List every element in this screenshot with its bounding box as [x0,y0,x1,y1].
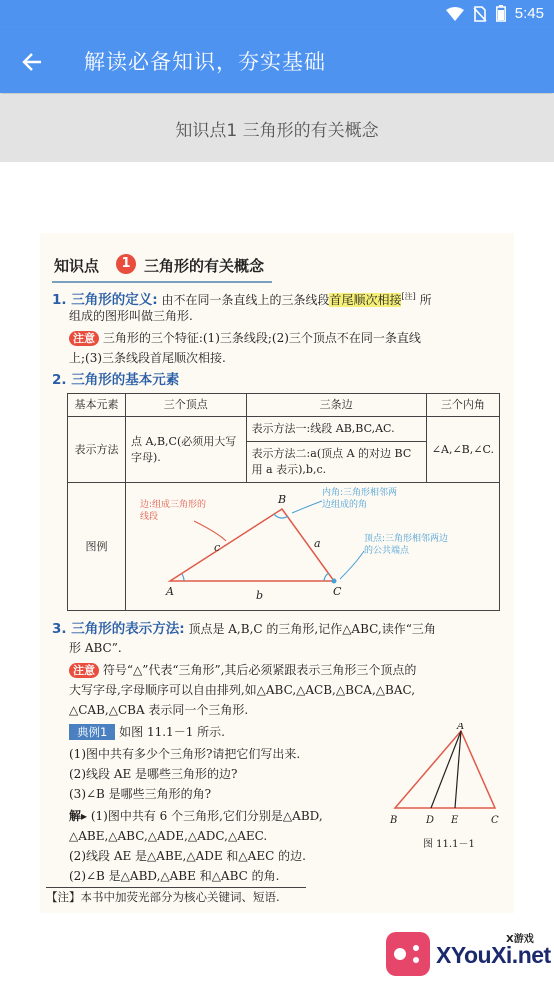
fig-label-A: A [166,585,174,598]
note-badge: 注意 [69,663,99,678]
textbook-page [40,233,514,913]
fig2-label-A: A [457,723,465,732]
s3-line1 [52,620,436,638]
s1-highlight: 首尾顺次相接 [329,293,402,307]
page-title: 解读必备知识，夯实基础 [84,50,326,74]
fig2-caption: 图 11.1－1 [423,839,475,850]
watermark [386,928,551,980]
s1-text-a: 由不在同一条直线上的三条线段 [161,293,330,307]
example-header [69,723,225,741]
question-2: (2)线段 AE 是哪些三角形的边? [69,767,238,781]
footnote-divider [46,887,306,888]
fig-angle-note: 内角:三角形相邻两边组成的角 [322,488,398,510]
back-arrow-icon [19,48,47,76]
table-header: 三条边 [246,394,426,417]
status-icons [446,5,544,22]
section-title: 知识点1 三角形的有关概念 [175,121,379,141]
row-label: 表示方法 [68,417,126,483]
note1-text: 三角形的三个特征:(1)三条线段;(2)三个顶点不在同一条直线 [102,331,421,345]
battery-icon [496,5,506,22]
note2-line3: △CAB,△CBA 表示同一个三角形. [69,703,249,717]
fig-label-b: b [256,589,264,602]
watermark-small-text: X游戏 [506,934,534,945]
example-badge: 典例1 [69,724,115,740]
wifi-icon [446,7,464,21]
fig-label-C: C [333,585,342,598]
watermark-logo-icon [386,932,430,976]
definition-line2: 组成的图形叫做三角形. [69,309,193,323]
note2-line2: 大写字母,字母顺序可以自由排列,如△ABC,△ACB,△BCA,△BAC, [69,683,416,697]
fig2-label-D: D [426,815,435,826]
knowledge-heading [52,251,272,283]
fig2-label-B: B [390,815,398,826]
example-intro: 如图 11.1－1 所示. [119,725,225,739]
table-header: 三个顶点 [126,394,247,417]
note2-text: 符号“△”代表“三角形”,其后必须紧跟表示三角形三个顶点的 [102,663,417,677]
triangle-figure [126,483,496,605]
answer-2: (2)线段 AE 是△ABE,△ADE 和△AEC 的边. [69,849,306,863]
figure-label: 图例 [68,483,126,611]
question-3: (3)∠B 是哪些三角形的角? [69,787,212,801]
fig-vertex-note: 顶点:三角形相邻两边的公共端点 [364,534,449,556]
angle-cell: ∠A,∠B,∠C. [426,417,499,483]
fig-side-note: 边:组成三角形的线段 [140,500,207,522]
definition-line1 [52,288,432,309]
fig2-label-E: E [451,815,459,826]
clock: 5:45 [514,5,544,22]
s3-line2: 形 ABC”. [69,641,122,655]
elements-table [67,393,500,611]
note2-line1 [69,661,416,679]
answer-3: (2)∠B 是△ABD,△ABE 和△ABC 的角. [69,869,280,883]
example-figure [385,723,507,853]
vertex-cell: 点 A,B,C(必须用大写字母). [126,417,247,483]
answer-1-line2: △ABE,△ABC,△ADE,△ADC,△AEC. [69,829,268,843]
note1-line1 [69,329,421,347]
status-bar [0,0,554,30]
back-button[interactable] [19,48,47,76]
table-row [68,483,500,611]
answer-label: 解▸ [69,809,88,823]
footnote: 【注】本书中加荧光部分为核心关键词、短语. [46,890,280,904]
heading-title: 三角形的有关概念 [144,257,265,275]
heading-prefix: 知识点 [54,257,100,275]
s3-text: 顶点是 A,B,C 的三角形,记作△ABC,读作“三角 [188,622,436,636]
note1-line2: 上;(3)三条线段首尾顺次相接. [69,351,226,365]
fig-label-a: a [314,537,321,550]
app-bar [0,30,554,93]
answer-1-line1 [69,807,323,825]
answer-1-text: (1)图中共有 6 个三角形,它们分别是△ABD, [90,809,323,823]
fig-label-c: c [214,541,221,554]
question-1: (1)图中共有多少个三角形?请把它们写出来. [69,747,301,761]
section-header [0,94,554,162]
s1-note-mark: [注] [401,292,416,301]
fig-label-B: B [278,493,287,506]
table-row [68,417,500,442]
s2-title: 2. 三角形的基本元素 [52,372,180,388]
note-badge: 注意 [69,331,99,346]
s1-text-b: 所 [419,293,432,307]
fig2-label-C: C [491,815,499,826]
s1-title: 1. 三角形的定义: [52,292,158,308]
no-sim-icon [473,6,487,22]
table-header-row [68,394,500,417]
heading-number: 1 [116,254,136,274]
side-method2: 表示方法二:a(顶点 A 的对边 BC 用 a 表示),b,c. [246,442,426,483]
watermark-text: XYouXi.net [436,942,551,968]
table-header: 三个内角 [426,394,499,417]
table-header: 基本元素 [68,394,126,417]
s3-title: 3. 三角形的表示方法: [52,621,185,637]
figure-cell [126,483,500,611]
side-method1: 表示方法一:线段 AB,BC,AC. [246,417,426,442]
